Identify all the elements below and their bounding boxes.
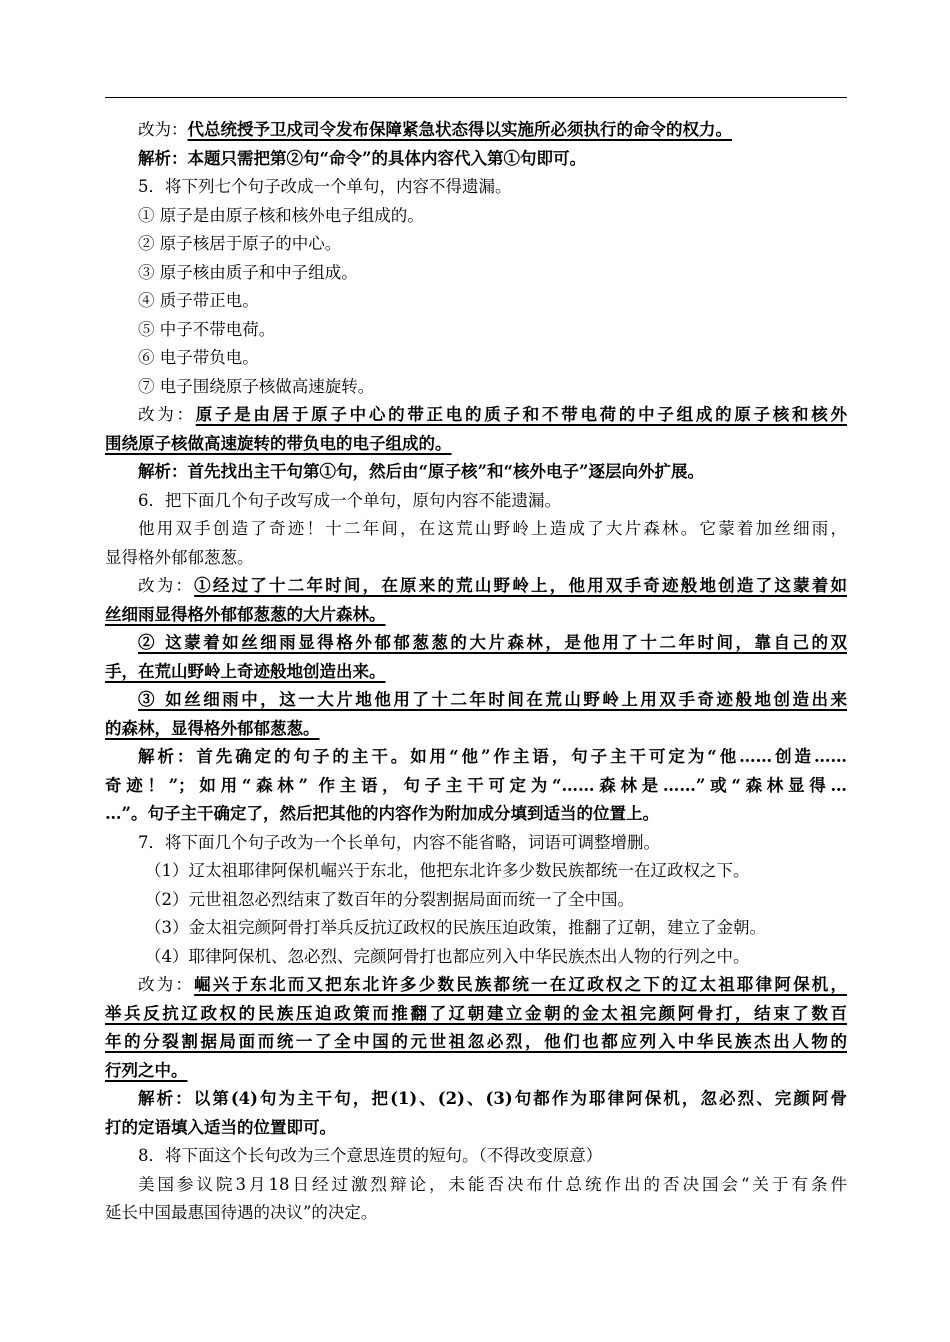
q5-item: ⑤ 中子不带电荷。 (138, 319, 276, 339)
q6-analysis: 解析：首先确定的句子的主干。如用“他”作主语，句子主干可定为“他……创造…… (138, 747, 847, 766)
q6-answer-3: ③ 如丝细雨中，这一大片地他用了十二年时间在荒山野岭上用双手奇迹般地创造出来 (138, 690, 847, 709)
q6-answer-3-cont: 的森林，显得格外郁郁葱葱。 (105, 718, 320, 738)
q7-item: （4）耶律阿保机、忽必烈、完颜阿骨打也都应列入中华民族杰出人物的行列之中。 (145, 946, 750, 966)
q5-answer: 改为：原子是由居于原子中心的带正电的质子和不带电荷的中子组成的原子核和核外 (138, 405, 848, 424)
q5-item: ⑦ 电子围绕原子核做高速旋转。 (138, 376, 375, 396)
q7-item: （3）金太祖完颜阿骨打举兵反抗辽政权的民族压迫政策，推翻了辽朝，建立了金朝。 (145, 918, 766, 937)
q5-item: ⑥ 电子带负电。 (138, 348, 259, 367)
q7-analysis: 解析：以第(4)句为主干句，把(1)、(2)、(3)句都作为耶律阿保机，忽必烈、完颜阿骨 (138, 1089, 847, 1108)
header-rule (105, 97, 847, 98)
q8-passage: 美国参议院3月18日经过激烈辩论，未能否决布什总统作出的否决国会“关于有条件 (138, 1174, 847, 1194)
q6-answer-1-cont: 丝细雨显得格外郁郁葱葱的大片森林。 (105, 604, 386, 624)
q6-passage-cont: 显得格外郁郁葱葱。 (105, 547, 254, 567)
q6-answer-2: ② 这蒙着如丝细雨显得格外郁郁葱葱的大片森林，是他用了十二年时间，靠自己的双 (138, 633, 847, 652)
q7-answer: 改为：崛兴于东北而又把东北许多少数民族都统一在辽政权之下的辽太祖耶律阿保机， (138, 975, 848, 994)
q6-analysis-cont: 奇迹！”；如用“森林” 作主语，句子主干可定为“……森林是……”或“森林显得… (105, 775, 847, 795)
q7-item: （2）元世祖忽必烈结束了数百年的分裂割据局面而统一了全中国。 (145, 889, 634, 909)
q8-passage-cont: 延长中国最惠国待遇的决议”的决定。 (105, 1203, 378, 1222)
document-body (105, 116, 847, 1228)
q5-answer-cont: 围绕原子核做高速旋转的带负电的电子组成的。 (105, 433, 452, 453)
q6-question: 6．把下面几个句子改写成一个单句，原句内容不能遗漏。 (138, 490, 561, 510)
q6-answer-2-cont: 手，在荒山野岭上奇迹般地创造出来。 (105, 661, 386, 681)
q6-analysis-cont: …”。句子主干确定了，然后把其他的内容作为附加成分填到适当的位置上。 (105, 804, 659, 823)
q7-answer-cont: 年的分裂割据局面而统一了全中国的元世祖忽必烈，他们也都应列入中华民族杰出人物的 (105, 1032, 847, 1051)
q4-analysis: 解析：本题只需把第②句“命令”的具体内容代入第①句即可。 (138, 148, 586, 168)
q7-answer-cont: 举兵反抗辽政权的民族压迫政策而推翻了辽朝建立金朝的金太祖完颜阿骨打，结束了数百 (105, 1003, 847, 1023)
q5-question: 5．将下列七个句子改成一个单句，内容不得遗漏。 (138, 177, 512, 196)
q5-item: ④ 质子带正电。 (138, 291, 259, 310)
q7-item: （1）辽太祖耶律阿保机崛兴于东北，他把东北许多少数民族都统一在辽政权之下。 (145, 861, 750, 880)
q5-item: ② 原子核居于原子的中心。 (138, 234, 342, 253)
q7-question: 7．将下面几个句子改为一个长单句，内容不能省略，词语可调整增删。 (138, 832, 660, 852)
q4-answer: 改为：代总统授予卫戍司令发布保障紧急状态得以实施所必须执行的命令的权力。 (138, 120, 732, 139)
q7-analysis-cont: 打的定语填入适当的位置即可。 (105, 1117, 336, 1137)
q5-item: ③ 原子核由质子和中子组成。 (138, 262, 358, 282)
q7-answer-cont: 行列之中。 (105, 1060, 188, 1080)
q8-question: 8．将下面这个长句改为三个意思连贯的短句。（不得改变原意） (138, 1146, 603, 1165)
q6-passage: 他用双手创造了奇迹！十二年间，在这荒山野岭上造成了大片森林。它蒙着加丝细雨， (138, 519, 847, 538)
q5-item: ① 原子是由原子核和核外电子组成的。 (138, 205, 424, 225)
q6-answer-1: 改为：①经过了十二年时间，在原来的荒山野岭上，他用双手奇迹般地创造了这蒙着如 (138, 576, 848, 595)
q5-analysis: 解析：首先找出主干句第①句，然后由“原子核”和“核外电子”逐层向外扩展。 (138, 462, 704, 481)
